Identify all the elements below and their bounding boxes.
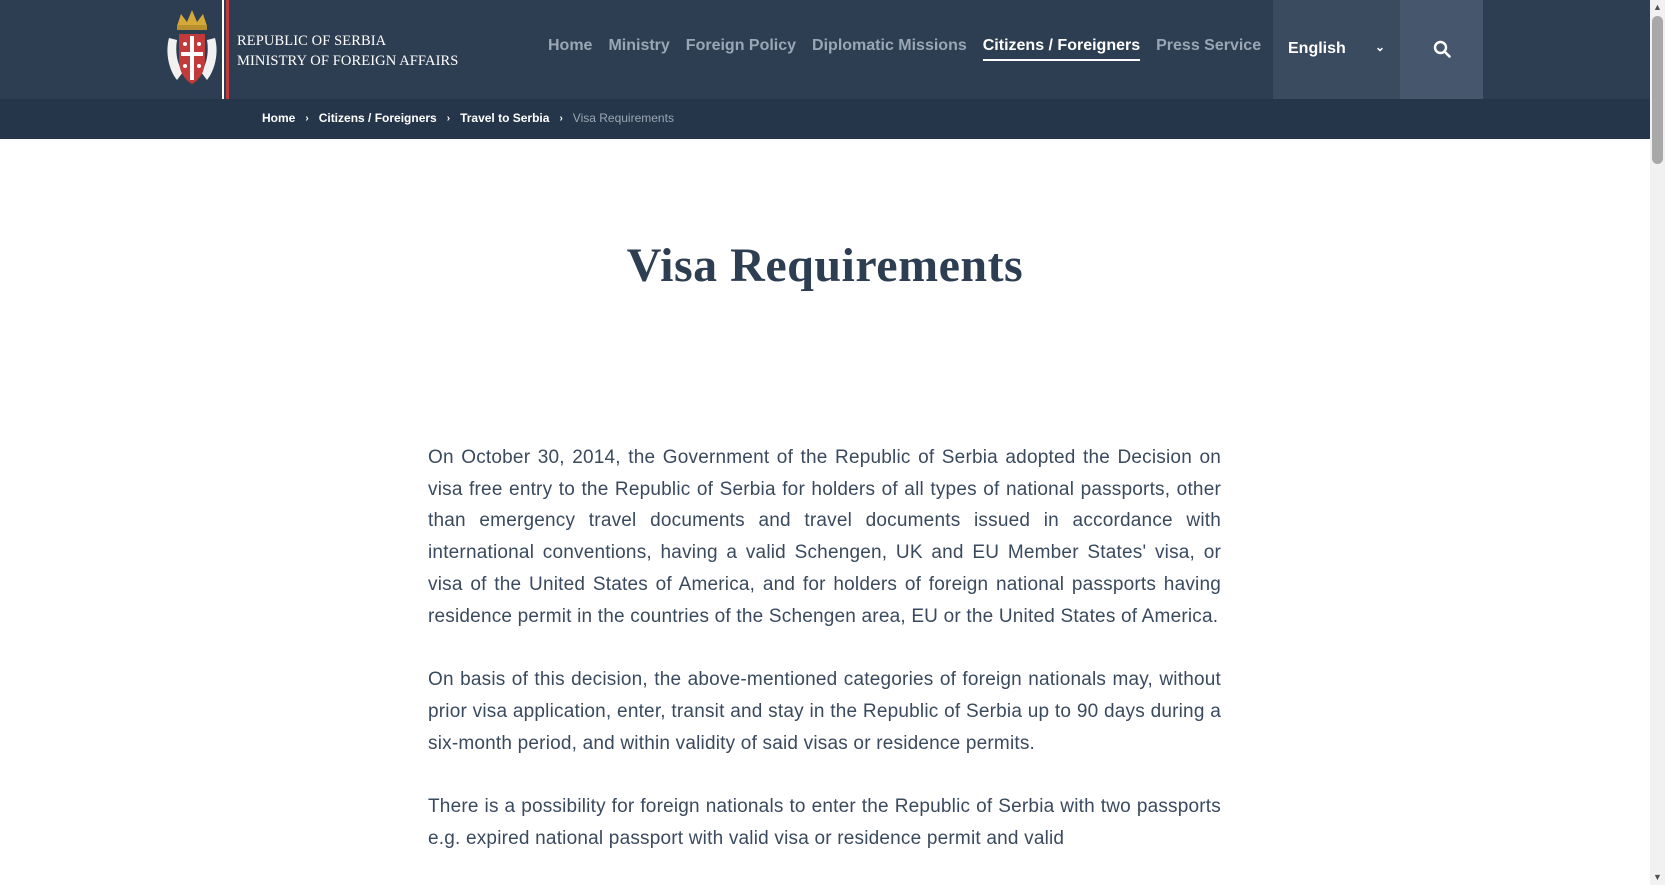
article-paragraph-1: On October 30, 2014, the Government of the Republic of Serbia adopted the Decision on visa free entry to the Republic of Serbia for holders of all types of national passports, other than emergency travel documents and travel documents issued in accordance with international conventions, having a valid Schengen, UK and EU Member States' visa, or visa of the United States of America, and for holders of foreign national passports having residence permit in the countries of the Schengen area, EU or the United States of America.: [428, 447, 1221, 627]
search-icon: [1433, 40, 1451, 58]
brand-line-1: REPUBLIC OF SERBIA: [237, 33, 387, 49]
language-selector[interactable]: [1273, 0, 1400, 99]
nav-ministry[interactable]: Ministry: [608, 37, 670, 54]
site-header: [0, 0, 1650, 99]
breadcrumb-separator-icon: ›: [446, 112, 451, 124]
logo-divider: [222, 0, 224, 99]
coat-of-arms-icon[interactable]: [163, 8, 221, 90]
language-label: English: [1288, 40, 1346, 57]
brand-line-2: MINISTRY OF FOREIGN AFFAIRS: [237, 53, 459, 69]
main-nav: [548, 37, 1277, 61]
breadcrumb-bar: [0, 99, 1650, 139]
breadcrumb: [262, 111, 674, 125]
article-body: [428, 442, 1221, 887]
nav-home[interactable]: Home: [548, 37, 593, 54]
nav-diplomatic-missions[interactable]: Diplomatic Missions: [812, 37, 967, 54]
breadcrumb-separator-icon: ›: [559, 112, 563, 124]
breadcrumb-current: Visa Requirements: [572, 111, 674, 125]
breadcrumb-separator-icon: ›: [305, 112, 309, 124]
article-paragraph-3: There is a possibility for foreign nationals to enter the Republic of Serbia with two passports e.g. expired national passport with valid visa or residence permit and valid: [428, 796, 1221, 850]
page-title: Visa Requirements: [626, 239, 1024, 292]
scroll-down-icon[interactable]: ▼: [1653, 872, 1662, 882]
nav-press-service[interactable]: Press Service: [1156, 37, 1262, 54]
article-paragraph-2: On basis of this decision, the above-mentioned categories of foreign nationals may, without prior visa application, enter, transit and stay in the Republic of Serbia up to 90 days during a six-month period, and within validity of said visas or residence permits.: [428, 669, 1221, 754]
breadcrumb-home[interactable]: Home: [262, 111, 296, 125]
logo-divider-accent: [226, 0, 229, 99]
breadcrumb-travel-to-serbia[interactable]: Travel to Serbia: [460, 111, 550, 125]
breadcrumb-citizens-foreigners[interactable]: Citizens / Foreigners: [318, 111, 437, 125]
scroll-thumb[interactable]: [1652, 16, 1663, 164]
ministry-brand[interactable]: [237, 31, 458, 71]
nav-citizens-foreigners[interactable]: Citizens / Foreigners: [983, 37, 1140, 61]
nav-foreign-policy[interactable]: Foreign Policy: [685, 37, 797, 54]
search-button[interactable]: [1400, 0, 1483, 99]
scroll-up-icon[interactable]: ▲: [1653, 2, 1662, 12]
vertical-scrollbar[interactable]: [1650, 0, 1665, 885]
chevron-down-icon: ⌄: [1375, 40, 1386, 54]
